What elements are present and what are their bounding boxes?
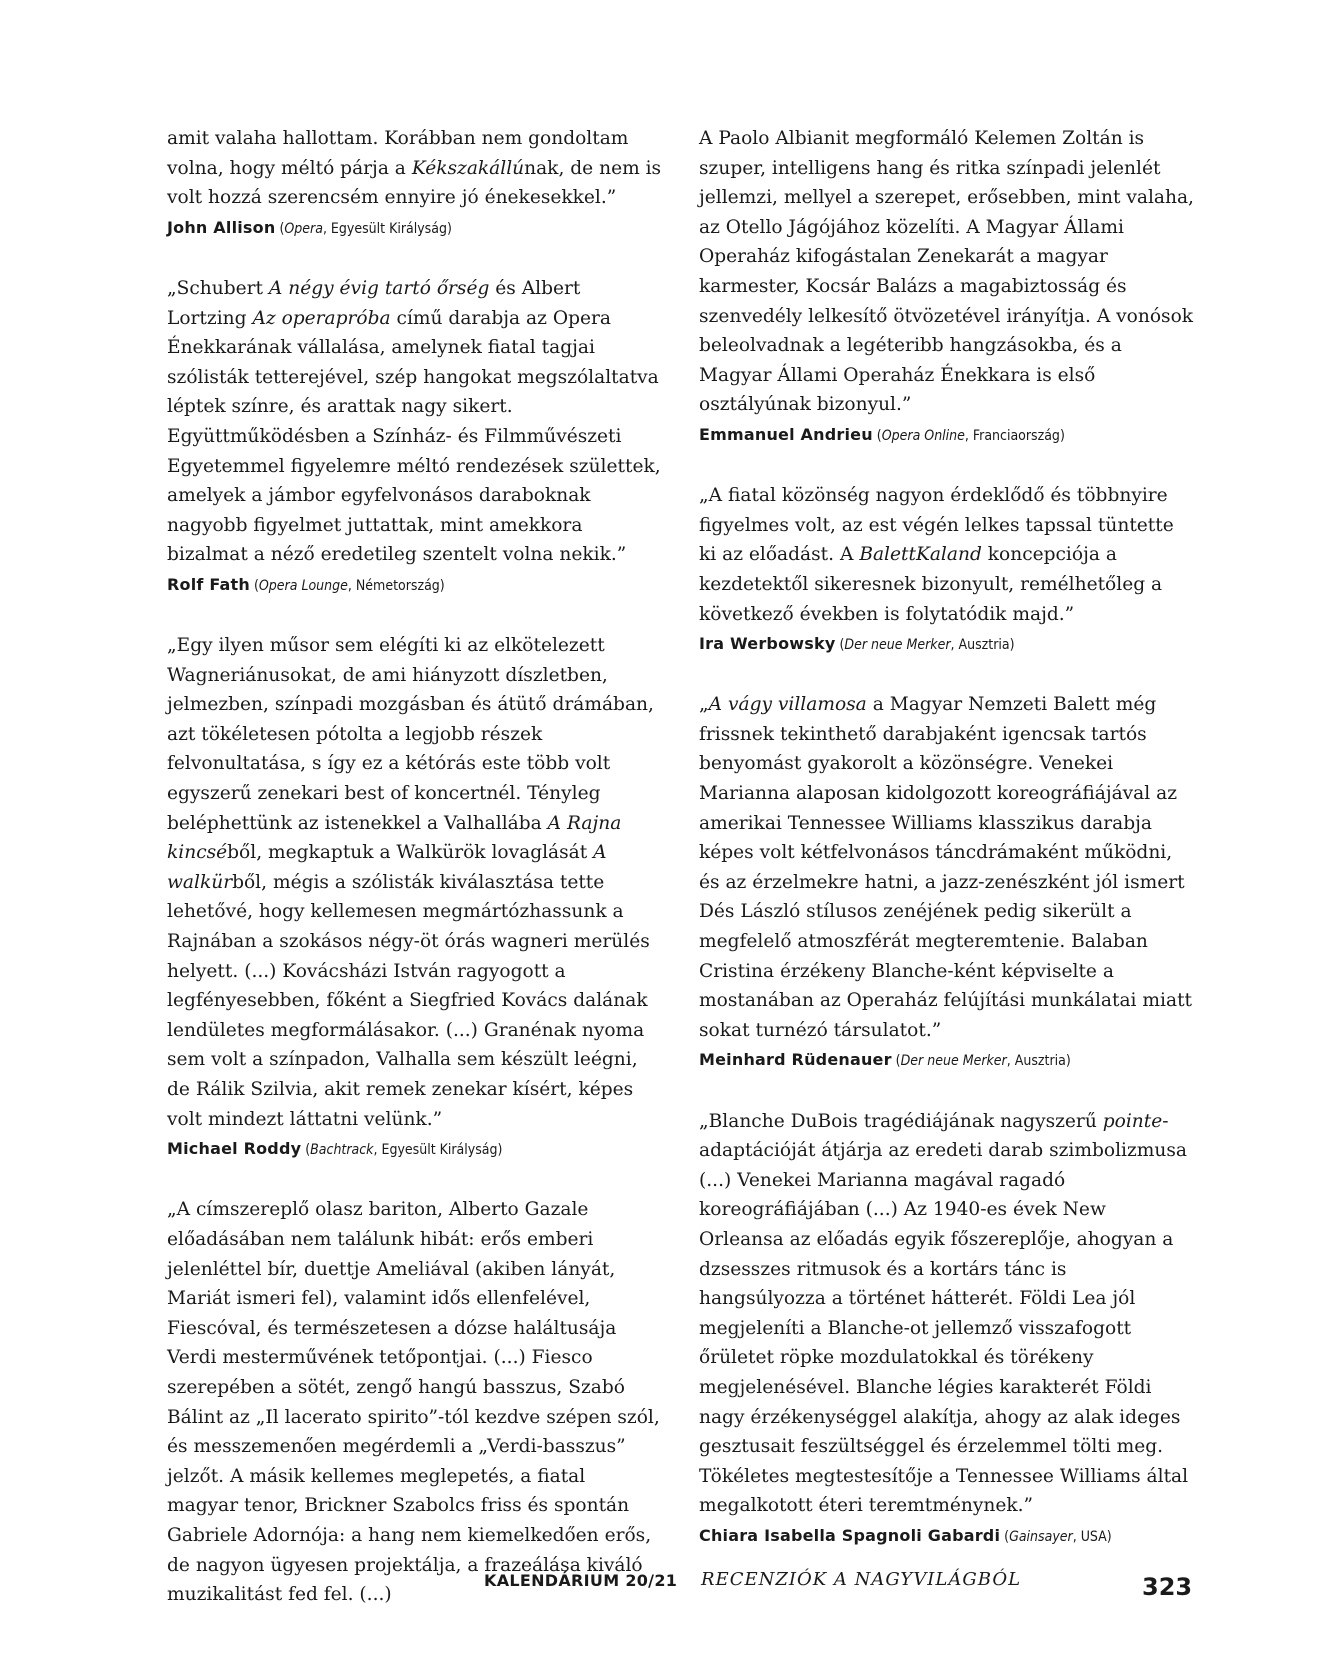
review-signature: John Allison (Opera, Egyesült Királyság) xyxy=(167,217,452,237)
review-text: „A fiatal közönség nagyon érdeklődő és többnyire figyelmes volt, az est végén lelkes tapssal tüntette ki az előadást. A BalettKaland koncepciója a kezdetektől sikeresnek bizonyult, remélhetőleg a következő években is folytatódik majd.” xyxy=(699,485,1174,625)
review-signature: Chiara Isabella Spagnoli Gabardi (Gainsayer, USA) xyxy=(699,1525,1112,1545)
reviewer-name: Emmanuel Andrieu xyxy=(699,424,873,444)
reviewer-country: , Ausztria xyxy=(950,637,1010,654)
reviewer-country: , Németország xyxy=(347,577,440,594)
reviewer-name: Chiara Isabella Spagnoli Gabardi xyxy=(699,1525,1001,1545)
page-number: 323 xyxy=(1142,1573,1193,1601)
review-signature: Ira Werbowsky (Der neue Merker, Ausztria) xyxy=(699,634,1015,654)
reviewer-country: , USA xyxy=(1072,1528,1107,1545)
review-text: „Blanche DuBois tragédiájának nagyszerű pointe-adaptációját átjárja az eredeti darab szimbolizmusa (...) Venekei Marianna magával ragadó koreográfiájában (...) Az 1940-es évek New Orleansa az előadás egyik főszereplője, ahogyan a dzsesszes ritmusok és a kortárs tánc is hangsúlyozza a történet hátterét. Földi Lea jól megjeleníti a Blanche-ot jellemző visszafogott őrületet röpke mozdulatokkal és törékeny megjelenésével. Blanche légies karakterét Földi nagy érzékenységgel alakítja, ahogy az alak ideges gesztusait feszültséggel és érzelemmel tölti meg. Tökéletes megtestesítője a Tennessee Williams által megalkotott éteri teremtménynek.” xyxy=(699,1110,1189,1517)
magazine-title: KALENDÁRIUM 20/21 xyxy=(484,1571,678,1590)
review-signature: Meinhard Rüdenauer (Der neue Merker, Ausztria) xyxy=(699,1050,1071,1070)
publication-name: Opera Online xyxy=(881,427,965,444)
review-text: „Schubert A négy évig tartó őrség és Albert Lortzing Az operapróba című darabja az Opera Énekkarának vállalása, amelynek fiatal tagjai szólisták tetterejével, szép hangokat megszólaltatva léptek színre, és arattak nagy sikert. Együttműködésben a Színház- és Filmművészeti Egyetemmel figyelemre méltó rendezések születtek, amelyek a jámbor egyfelvonásos daraboknak nagyobb figyelmet juttattak, mint amekkora bizalmat a néző eredetileg szentelt volna nekik.” xyxy=(167,277,661,566)
publication-name: Der neue Merker xyxy=(900,1053,1007,1070)
publication-name: Bachtrack xyxy=(310,1142,374,1159)
section-title: RECENZIÓK A NAGYVILÁGBÓL xyxy=(701,1569,1022,1590)
left-column xyxy=(167,124,662,1610)
publication-name: Gainsayer xyxy=(1009,1528,1073,1545)
right-column xyxy=(699,124,1194,1582)
reviewer-name: Michael Roddy xyxy=(167,1139,302,1159)
review-signature: Michael Roddy (Bachtrack, Egyesült Királyság) xyxy=(167,1139,503,1159)
review-text: A Paolo Albianit megformáló Kelemen Zoltán is szuper, intelligens hang és ritka színpadi jelenlét jellemzi, mellyel a szerepet, erősebben, mint valaha, az Otello Jágójához közelíti. A Magyar Állami Operaház kifogástalan Zenekarát a magyar karmester, Kocsár Balázs a magabiztosság és szenvedély lelkesítő ötvözetével irányítja. A vonósok beleolvadnak a legéteribb hangzásokba, és a Magyar Állami Operaház Énekkara is első osztályúnak bizonyul.” xyxy=(699,128,1194,416)
review-signature: Rolf Fath (Opera Lounge, Németország) xyxy=(167,574,445,594)
review-text: „Egy ilyen műsor sem elégíti ki az elkötelezett Wagneriánusokat, de ami hiányzott díszletben, jelmezben, színpadi mozgásban és átütő drámában, azt tökéletesen pótolta a legjobb részek felvonultatása, s így ez a kétórás este több volt egyszerű zenekari best of koncertnél. Tényleg beléphettünk az istenekkel a Valhallába A Rajna kincséből, megkaptuk a Walkürök lovaglását A walkürből, mégis a szólisták kiválasztása tette lehetővé, hogy kellemesen megmártózhassunk a Rajnában a szokásos négy-öt órás wagneri merülés helyett. (...) Kovácsházi István ragyogott a legfényesebben, főként a Siegfried Kovács dalának lendületes megformálásakor. (...) Granénak nyoma sem volt a színpadon, Valhalla sem készült leégni, de Rálik Szilvia, akit remek zenekar kísért, képes volt mindezt láttatni velünk.” xyxy=(167,635,654,1130)
reviewer-country: , Egyesült Királyság xyxy=(322,220,447,237)
reviewer-name: John Allison xyxy=(167,217,276,237)
review-text: amit valaha hallottam. Korábban nem gondoltam volna, hogy méltó párja a Kékszakállúnak, de nem is volt hozzá szerencsém ennyire jó énekesekkel.” xyxy=(167,128,662,209)
reviewer-name: Rolf Fath xyxy=(167,574,250,594)
review-signature: Emmanuel Andrieu (Opera Online, Franciaország) xyxy=(699,424,1065,444)
reviewer-country: , Egyesült Királyság xyxy=(373,1142,498,1159)
publication-name: Der neue Merker xyxy=(844,637,951,654)
reviewer-name: Ira Werbowsky xyxy=(699,634,836,654)
publication-name: Opera Lounge xyxy=(258,577,348,594)
review-text: „A vágy villamosa a Magyar Nemzeti Balett még frissnek tekinthető darabjaként igencsak tartós benyomást gyakorolt a közönségre. Venekei Marianna alaposan kidolgozott koreográfiájával az amerikai Tennessee Williams klasszikus darabja képes volt kétfelvonásos táncdrámaként működni, és az érzelmekre hatni, a jazz-zenészként jól ismert Dés László stílusos zenéjének pedig sikerült a megfelelő atmoszférát megteremtenie. Balaban Cristina érzékeny Blanche-ként képviselte a mostanában az Operaház felújítási munkálatai miatt sokat turnézó társulatot.” xyxy=(699,694,1193,1041)
page-footer xyxy=(0,1569,1330,1609)
publication-name: Opera xyxy=(284,220,323,237)
review-text: „A címszereplő olasz bariton, Alberto Gazale előadásában nem találunk hibát: erős emberi jelenléttel bír, duettje Ameliával (akiben lányát, Mariát ismeri fel), valamint idős ellenfelével, Fiescóval, és természetesen a dózse haláltusája Verdi mesterművének tetőpontjai. (...) Fiesco szerepében a sötét, zengő hangú basszus, Szabó Bálint az „Il lacerato spirito”-tól kezdve szépen szól, és messzemenően megérdemli a „Verdi-basszus” jelzőt. A másik kellemes meglepetés, a fiatal magyar tenor, Brickner Szabolcs friss és spontán Gabriele Adornója: a hang nem kiemelkedően erős, de nagyon ügyesen projektálja, a frazeálása kiváló muzikalitást fed fel. (...) xyxy=(167,1199,660,1606)
reviewer-name: Meinhard Rüdenauer xyxy=(699,1050,892,1070)
reviewer-country: , Ausztria xyxy=(1006,1053,1066,1070)
reviewer-country: , Franciaország xyxy=(964,427,1060,444)
